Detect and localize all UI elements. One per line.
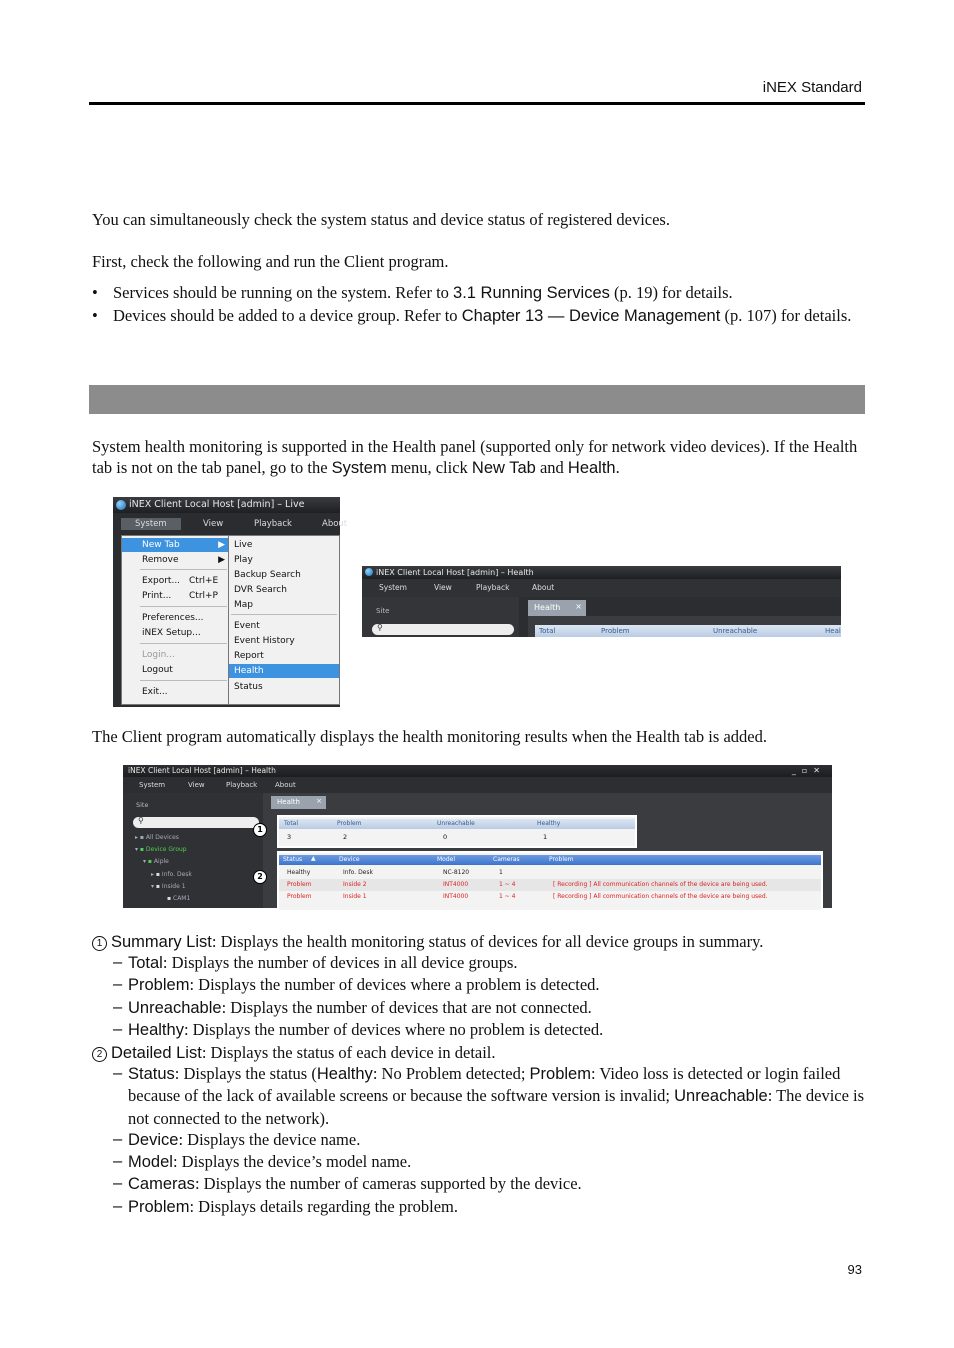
site-label: Site (136, 801, 149, 809)
tree-item-all-devices[interactable]: ▸ ▪ All Devices (135, 834, 179, 841)
health-ref: Health (567, 459, 616, 477)
close-icon[interactable]: × (575, 602, 582, 611)
page-number: 93 (847, 1262, 862, 1277)
menu-item-preferences[interactable]: Preferences... (142, 613, 204, 623)
tab-health[interactable]: Health × (528, 600, 586, 616)
menu-about[interactable]: About (322, 519, 348, 529)
health-intro-paragraph: System health monitoring is supported in the Health panel (supported only for network video devices). If the Health tab is not on the tab panel, go to the System menu, click New Tab and Health. (92, 437, 858, 477)
menu-system[interactable]: System (379, 583, 407, 592)
tree-item-aiple[interactable]: ▾ ▪ Aiple (143, 858, 169, 866)
device-tree (135, 832, 192, 905)
new-tab-submenu (228, 535, 340, 705)
new-tab-ref: New Tab (471, 459, 536, 477)
menu-item-inex-setup[interactable]: iNEX Setup... (142, 628, 201, 638)
screenshot-health-tab: iNEX Client Local Host [admin] – Health System View Playback About Site ⚲ Health × Total Problem Unreachable Heal (362, 566, 841, 637)
list-item: – Healthy: Displays the number of devices where no problem is detected. (113, 1019, 865, 1041)
tree-item-inside-1[interactable]: ▾ ▪ Inside 1 (151, 882, 186, 890)
submenu-item-play[interactable]: Play (234, 555, 253, 565)
menu-about[interactable]: About (532, 583, 555, 592)
detailed-list: Status ▲ Device Model Cameras Problem Healthy Info. Desk NC-8120 1 Problem Inside 2 INT4000 1 ~ 4 [ Recording ] All communication channels of the device are being used. Problem Inside 1 INT4000 1 ~ 4 [ Recording ] All communication channels of the device are being used. (277, 851, 823, 910)
menu-item-new-tab[interactable]: New Tab ▶ (122, 538, 229, 552)
list-item: – Problem: Displays details regarding the problem. (113, 1196, 865, 1218)
summary-items (113, 952, 865, 1041)
site-panel (123, 793, 263, 908)
list-item: – Device: Displays the device name. (113, 1129, 865, 1151)
table-row[interactable]: Healthy Info. Desk NC-8120 1 (287, 869, 503, 876)
submenu-item-backup-search[interactable]: Backup Search (234, 570, 301, 580)
screenshot-system-menu: iNEX Client Local Host [admin] – Live System View Playback About New Tab ▶ Remove ▶ Export... Ctrl+E Print... Ctrl+P Preferences... iNEX Setup... Login... Logout Exit... Live Play Backup Search DVR Search Map Event Event History Report Health Status (113, 497, 340, 707)
table-row[interactable]: Problem Inside 1 INT4000 1 ~ 4 [ Recording ] All communication channels of the device are being used. (287, 893, 768, 900)
search-icon: ⚲ (377, 623, 383, 632)
submenu-item-live[interactable]: Live (234, 540, 253, 550)
list-item: – Model: Displays the device’s model name. (113, 1151, 865, 1173)
menu-item-export[interactable]: Export... Ctrl+E (142, 576, 219, 586)
submenu-item-dvr-search[interactable]: DVR Search (234, 585, 287, 595)
close-icon[interactable]: × (316, 797, 322, 805)
callout-1: 1 (253, 823, 267, 837)
summary-values-row: 3 2 0 1 (287, 833, 548, 841)
submenu-item-report[interactable]: Report (234, 651, 264, 661)
menu-view[interactable]: View (434, 583, 452, 592)
list-item: • Services should be running on the system. Refer to 3.1 Running Services (p. 19) for details. (92, 282, 864, 304)
submenu-item-map[interactable]: Map (234, 600, 253, 610)
menu-about[interactable]: About (275, 781, 296, 789)
summary-list-desc: 1 Summary List: Displays the health monitoring status of devices for all device groups in summary. (92, 931, 864, 953)
menu-system[interactable]: System (121, 518, 181, 530)
window-controls-icon[interactable]: _▫✕ (791, 766, 826, 775)
tree-item-device-group[interactable]: ▾ ▪ Device Group (135, 846, 187, 854)
submenu-item-status[interactable]: Status (234, 682, 263, 692)
header-title: iNEX Standard (762, 79, 862, 96)
site-panel (362, 597, 519, 637)
menu-playback[interactable]: Playback (476, 583, 510, 592)
list-item: – Cameras: Displays the number of cameras supported by the device. (113, 1173, 865, 1195)
link-device-management[interactable]: Chapter 13 — Device Management (461, 307, 721, 325)
system-dropdown (121, 535, 230, 705)
list-item: – Total: Displays the number of devices in all device groups. (113, 952, 865, 974)
list-item: – Problem: Displays the number of devices where a problem is detected. (113, 974, 865, 996)
tree-item-info-desk[interactable]: ▸ ▪ Info. Desk (151, 870, 192, 878)
menu-view[interactable]: View (203, 519, 224, 529)
tree-item-cam1[interactable]: ▪ CAM1 (167, 895, 191, 903)
prereq-paragraph: First, check the following and run the Client program. (92, 252, 449, 271)
link-running-services[interactable]: 3.1 Running Services (453, 284, 610, 302)
menu-view[interactable]: View (188, 781, 205, 789)
circle-number-2: 2 (92, 1047, 107, 1062)
search-input[interactable] (372, 624, 514, 635)
auto-display-paragraph: The Client program automatically displays the health monitoring results when the Health tab is added. (92, 727, 767, 746)
app-logo-icon (365, 568, 373, 576)
menu-system[interactable]: System (139, 781, 166, 789)
section-heading-bar (89, 385, 865, 414)
submenu-item-event[interactable]: Event (234, 621, 260, 631)
screenshot-health-panel: iNEX Client Local Host [admin] – Health _▫✕ System View Playback About Site ⚲ ▸ ▪ All Devices ▾ ▪ Device Group ▾ ▪ Aiple ▸ ▪ Info. Desk ▾ ▪ Inside 1 ▪ CAM1 1 2 Health × Total Problem Unreachable Healthy 3 2 0 1 Status ▲ Device Model Cameras Problem Healthy Info. Desk NC-8120 1 Problem Inside 2 INT4000 1 ~ 4 [ Recording ] All communication channels of the device are being used. Problem Inside 1 INT4000 1 ~ 4 [ Recording ] All communication channels of the device are being used. (123, 765, 832, 908)
list-item: – Status: Displays the status (Healthy: No Problem detected; Problem: Video loss is detected or login failed because of the lack of available screens or because the software version is invalid; Unreachable: The device is not connected to the network). (113, 1063, 865, 1129)
summary-header: Total Problem Unreachable Heal (535, 625, 841, 637)
prereq-list (92, 282, 864, 327)
menu-item-exit[interactable]: Exit... (142, 687, 168, 697)
tab-health[interactable]: Health × (271, 796, 326, 809)
menu-playback[interactable]: Playback (226, 781, 258, 789)
system-menu-ref: System (331, 459, 387, 477)
intro-paragraph: You can simultaneously check the system status and device status of registered devices. (92, 210, 670, 229)
header-rule (89, 102, 865, 105)
detailed-items (113, 1063, 865, 1218)
submenu-item-event-history[interactable]: Event History (234, 636, 295, 646)
menu-item-login: Login... (142, 650, 175, 660)
callout-2: 2 (253, 870, 267, 884)
summary-list: Total Problem Unreachable Healthy 3 2 0 1 (277, 815, 637, 848)
menu-item-remove[interactable]: Remove ▶ (142, 555, 225, 565)
site-label: Site (376, 607, 390, 615)
list-item: – Unreachable: Displays the number of devices that are not connected. (113, 997, 865, 1019)
search-input[interactable] (133, 817, 259, 828)
detailed-list-desc: 2 Detailed List: Displays the status of each device in detail. (92, 1042, 864, 1064)
list-item: • Devices should be added to a device group. Refer to Chapter 13 — Device Management (p. 107) for details. (92, 305, 864, 327)
table-row[interactable]: Problem Inside 2 INT4000 1 ~ 4 [ Recording ] All communication channels of the device are being used. (279, 879, 821, 891)
submenu-item-health[interactable]: Health (229, 664, 339, 678)
circle-number-1: 1 (92, 936, 107, 951)
menu-item-logout[interactable]: Logout (142, 665, 173, 675)
search-icon: ⚲ (138, 816, 144, 825)
app-logo-icon (116, 500, 126, 510)
menu-playback[interactable]: Playback (254, 519, 292, 529)
menu-item-print[interactable]: Print... Ctrl+P (142, 591, 218, 601)
